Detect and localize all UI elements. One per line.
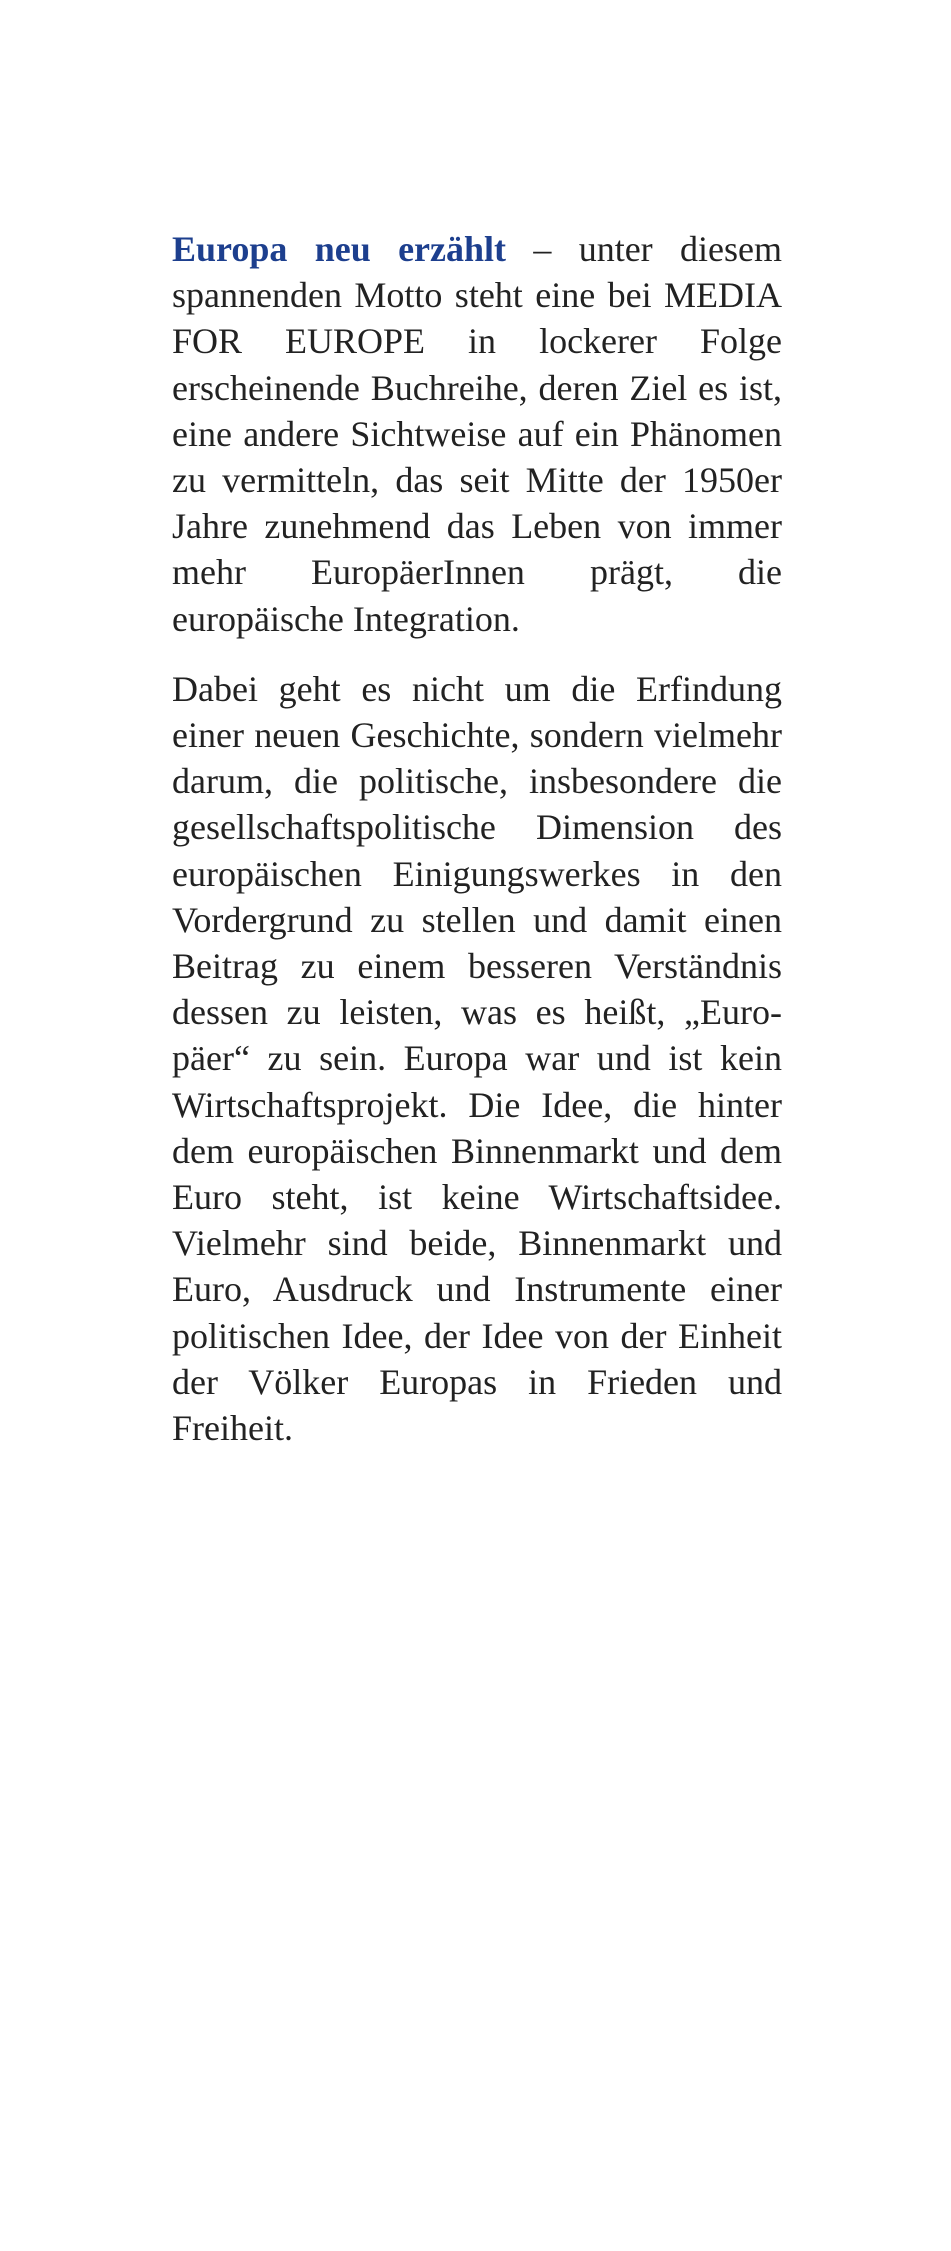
text-column <box>172 226 782 1451</box>
series-title: Europa neu erzählt <box>172 229 507 269</box>
intro-paragraph <box>172 226 782 642</box>
intro-text: – unter diesem spannenden Motto steht eine bei MEDIA FOR EUROPE in lockerer Folge erscheinende Buchreihe, deren Ziel es ist, eine andere Sichtweise auf ein Phänomen zu vermitteln, das seit Mitte der 1950er Jahre zunehmend das Leben von immer mehr EuropäerInnen prägt, die europäische Integration. <box>172 229 782 639</box>
body-paragraph: Dabei geht es nicht um die Erfindung einer neuen Geschichte, sondern vielmehr darum, die politische, insbesondere die gesellschaftspolitische Dimension des europäischen Einigungswerkes in den Vordergrund zu stellen und damit einen Beitrag zu einem besseren Verständnis dessen zu leisten, was es heißt, „Europäer“ zu sein. Europa war und ist kein Wirtschaftsprojekt. Die Idee, die hinter dem europäischen Binnenmarkt und dem Euro steht, ist keine Wirtschaftsidee. Vielmehr sind beide, Binnenmarkt und Euro, Ausdruck und Instrumente einer politischen Idee, der Idee von der Einheit der Völker Europas in Frieden und Freiheit. <box>172 668 782 1449</box>
